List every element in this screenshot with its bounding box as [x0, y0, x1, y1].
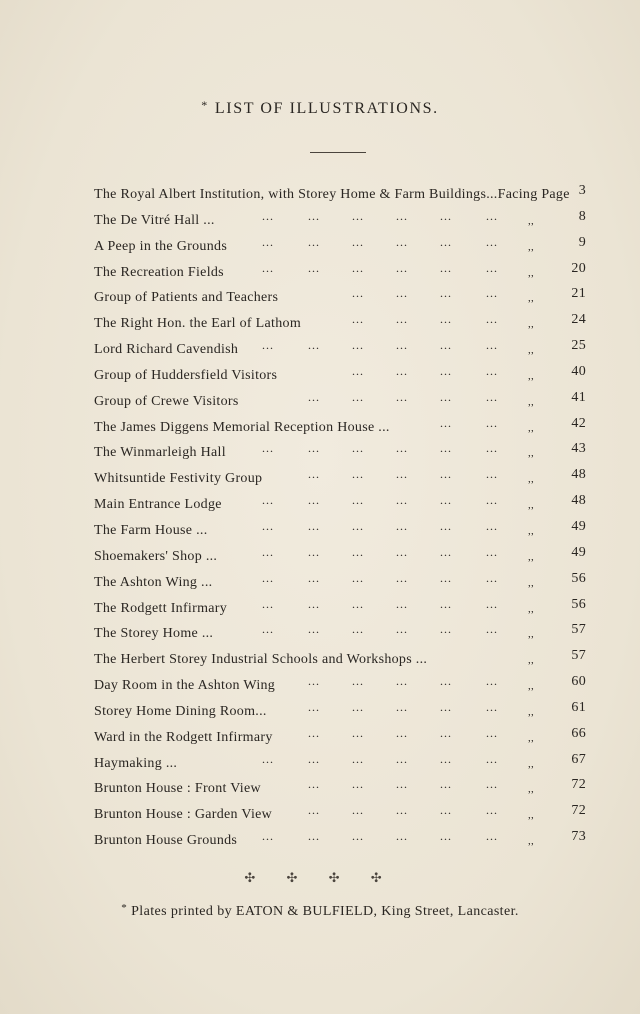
- leader-dots: ...: [486, 518, 498, 533]
- leader-dots: ...: [262, 570, 274, 585]
- leader-dots: ...: [396, 803, 408, 818]
- leader-dots: ...: [440, 234, 452, 249]
- leader-dots: ...: [396, 544, 408, 559]
- list-item: [94, 183, 594, 213]
- leader-dots: ...: [308, 518, 320, 533]
- list-item: [94, 803, 594, 833]
- leader-dots: ...: [352, 622, 364, 637]
- leader-dots: ...: [352, 725, 364, 740]
- leader-dots: ...: [308, 467, 320, 482]
- leader-dots: ...: [486, 286, 498, 301]
- list-item: [94, 389, 594, 420]
- leader-dots: ...: [486, 803, 498, 818]
- leader-dots: ...: [486, 699, 498, 714]
- page-number: 57: [571, 648, 586, 664]
- leader-dots: ...: [486, 596, 498, 611]
- leader-dots: ...: [486, 493, 498, 508]
- leader-dots: ...: [262, 622, 274, 637]
- leader-dots: ...: [440, 699, 452, 714]
- illustration-title: The Winmarleigh Hall: [94, 445, 226, 461]
- leader-dots: ...: [486, 415, 498, 430]
- page-number: 49: [571, 544, 586, 560]
- leader-dots: ...: [262, 751, 274, 766]
- illustration-title: The De Vitré Hall ...: [94, 212, 215, 228]
- page-number: 72: [571, 803, 586, 819]
- leader-dots: ...: [262, 260, 274, 275]
- page-number: 72: [571, 777, 586, 793]
- ditto-mark: ,,: [528, 214, 535, 227]
- leader-dots: ...: [396, 389, 408, 404]
- leader-dots: ...: [308, 441, 320, 456]
- page-number: 57: [571, 622, 586, 638]
- leader-dots: ...: [352, 312, 364, 327]
- footnote-asterisk: *: [121, 902, 128, 914]
- leader-dots: ...: [440, 467, 452, 482]
- list-item: [94, 674, 594, 704]
- leader-dots: ...: [396, 725, 408, 740]
- illustration-title: A Peep in the Grounds: [94, 238, 228, 254]
- leader-dots: ...: [308, 493, 320, 508]
- illustration-title: Day Room in the Ashton Wing: [94, 678, 276, 694]
- leader-dots: ...: [352, 518, 364, 533]
- title-rule: [310, 152, 366, 153]
- leader-dots: ...: [440, 338, 452, 353]
- ditto-mark: ,,: [528, 602, 535, 615]
- leader-dots: ...: [352, 234, 364, 249]
- leader-dots: ...: [308, 777, 320, 792]
- leader-dots: ...: [486, 260, 498, 275]
- leader-dots: ...: [440, 622, 452, 637]
- list-item: [94, 544, 594, 575]
- ditto-mark: ,,: [528, 809, 535, 822]
- page-number: 21: [571, 286, 586, 302]
- illustration-title: The Herbert Storey Industrial Schools and Workshops ...: [94, 652, 428, 668]
- leader-dots: ...: [440, 493, 452, 508]
- page-number: 20: [571, 260, 586, 276]
- list-item: [94, 829, 594, 859]
- leader-dots: ...: [486, 777, 498, 792]
- leader-dots: ...: [440, 286, 452, 301]
- leader-dots: ...: [396, 777, 408, 792]
- leader-dots: ...: [486, 570, 498, 585]
- illustration-title: The Farm House ...: [94, 522, 208, 538]
- leader-dots: ...: [486, 389, 498, 404]
- leader-dots: ...: [352, 260, 364, 275]
- leader-dots: ...: [396, 208, 408, 223]
- ditto-mark: ,,: [528, 266, 535, 279]
- list-item: [94, 234, 594, 265]
- title-asterisk: *: [201, 98, 209, 112]
- leader-dots: ...: [486, 441, 498, 456]
- leader-dots: ...: [352, 208, 364, 223]
- list-item: [94, 699, 594, 730]
- illustration-title: The James Diggens Memorial Reception House ...: [94, 419, 390, 435]
- leader-dots: ...: [440, 570, 452, 585]
- page-number: 56: [571, 570, 586, 586]
- leader-dots: ...: [396, 260, 408, 275]
- leader-dots: ...: [308, 389, 320, 404]
- page-number: 8: [578, 208, 586, 224]
- footnote-text: Plates printed by EATON & BULFIELD, King Street, Lancaster.: [131, 904, 519, 919]
- ditto-mark: ,,: [528, 628, 535, 641]
- ornament-divider: ✣ ✣ ✣ ✣: [244, 870, 396, 885]
- list-item: [94, 648, 594, 678]
- leader-dots: ...: [396, 493, 408, 508]
- leader-dots: ...: [262, 208, 274, 223]
- leader-dots: ...: [352, 674, 364, 689]
- leader-dots: ...: [352, 699, 364, 714]
- ditto-mark: ,,: [528, 835, 535, 848]
- ditto-mark: ,,: [528, 524, 535, 537]
- ditto-mark: ,,: [528, 757, 535, 770]
- ditto-mark: ,,: [528, 473, 535, 486]
- leader-dots: ...: [440, 751, 452, 766]
- ditto-mark: ,,: [528, 318, 535, 331]
- leader-dots: ...: [352, 829, 364, 844]
- leader-dots: ...: [396, 829, 408, 844]
- ditto-mark: ,,: [528, 240, 535, 253]
- leader-dots: ...: [396, 441, 408, 456]
- leader-dots: ...: [262, 338, 274, 353]
- leader-dots: ...: [486, 234, 498, 249]
- leader-dots: ...: [352, 286, 364, 301]
- list-item: [94, 338, 594, 368]
- leader-dots: ...: [262, 596, 274, 611]
- leader-dots: ...: [352, 544, 364, 559]
- list-item: [94, 570, 594, 601]
- leader-dots: ...: [352, 493, 364, 508]
- leader-dots: ...: [308, 338, 320, 353]
- leader-dots: ...: [352, 389, 364, 404]
- leader-dots: ...: [486, 674, 498, 689]
- illustration-title: Main Entrance Lodge: [94, 497, 222, 513]
- leader-dots: ...: [440, 415, 452, 430]
- page-number: 9: [578, 234, 586, 250]
- list-item: [94, 751, 594, 782]
- ditto-mark: ,,: [528, 576, 535, 589]
- ditto-mark: ,,: [528, 783, 535, 796]
- printer-footnote: [0, 902, 640, 920]
- ditto-mark: ,,: [528, 731, 535, 744]
- leader-dots: ...: [308, 208, 320, 223]
- leader-dots: ...: [396, 751, 408, 766]
- leader-dots: ...: [440, 312, 452, 327]
- illustration-title: Storey Home Dining Room...: [94, 703, 267, 719]
- leader-dots: ...: [396, 363, 408, 378]
- list-item: [94, 622, 594, 652]
- page-number: 73: [571, 829, 586, 845]
- illustration-title: Group of Crewe Visitors: [94, 393, 239, 409]
- leader-dots: ...: [308, 570, 320, 585]
- list-item: [94, 777, 594, 807]
- leader-dots: ...: [486, 467, 498, 482]
- leader-dots: ...: [262, 829, 274, 844]
- illustration-title: Haymaking ...: [94, 755, 178, 771]
- leader-dots: ...: [486, 312, 498, 327]
- leader-dots: ...: [308, 596, 320, 611]
- leader-dots: ...: [262, 493, 274, 508]
- leader-dots: ...: [440, 208, 452, 223]
- list-item: [94, 312, 594, 342]
- leader-dots: ...: [440, 777, 452, 792]
- list-item: [94, 286, 594, 316]
- leader-dots: ...: [486, 829, 498, 844]
- illustration-title: Shoemakers' Shop ...: [94, 548, 218, 564]
- leader-dots: ...: [486, 208, 498, 223]
- page-number: 43: [571, 441, 586, 457]
- title-text: LIST OF ILLUSTRATIONS.: [214, 100, 439, 117]
- leader-dots: ...: [396, 570, 408, 585]
- ditto-mark: ,,: [528, 499, 535, 512]
- leader-dots: ...: [352, 596, 364, 611]
- leader-dots: ...: [352, 803, 364, 818]
- leader-dots: ...: [308, 829, 320, 844]
- page-number: 40: [571, 363, 586, 379]
- list-item: [94, 441, 594, 471]
- ditto-mark: ,,: [528, 395, 535, 408]
- list-item: [94, 415, 594, 446]
- list-item: [94, 725, 594, 756]
- leader-dots: ...: [440, 389, 452, 404]
- illustration-title: Group of Patients and Teachers: [94, 290, 279, 306]
- ditto-mark: ,,: [528, 292, 535, 305]
- illustration-title: Brunton House : Front View: [94, 781, 261, 797]
- leader-dots: ...: [308, 699, 320, 714]
- leader-dots: ...: [308, 725, 320, 740]
- ditto-mark: ,,: [528, 421, 535, 434]
- leader-dots: ...: [440, 441, 452, 456]
- list-item: [94, 596, 594, 627]
- ditto-mark: ,,: [528, 654, 535, 667]
- ditto-mark: ,,: [528, 680, 535, 693]
- page-number: 24: [571, 312, 586, 328]
- leader-dots: ...: [440, 674, 452, 689]
- page-number: 60: [571, 674, 586, 690]
- ditto-mark: ,,: [528, 705, 535, 718]
- leader-dots: ...: [486, 338, 498, 353]
- illustration-title: The Storey Home ...: [94, 626, 214, 642]
- leader-dots: ...: [396, 312, 408, 327]
- leader-dots: ...: [262, 518, 274, 533]
- page-number: 66: [571, 725, 586, 741]
- illustration-title: Ward in the Rodgett Infirmary: [94, 729, 273, 745]
- leader-dots: ...: [440, 544, 452, 559]
- illustration-title: The Royal Albert Institution, with Storey Home & Farm Buildings...Facing Page: [94, 187, 570, 202]
- illustration-title: The Ashton Wing ...: [94, 574, 213, 590]
- leader-dots: ...: [352, 751, 364, 766]
- illustration-title: Whitsuntide Festivity Group: [94, 471, 263, 487]
- page-number: 25: [571, 338, 586, 354]
- leader-dots: ...: [308, 260, 320, 275]
- leader-dots: ...: [486, 622, 498, 637]
- leader-dots: ...: [396, 467, 408, 482]
- ditto-mark: ,,: [528, 550, 535, 563]
- leader-dots: ...: [440, 725, 452, 740]
- leader-dots: ...: [352, 338, 364, 353]
- ditto-mark: ,,: [528, 369, 535, 382]
- list-item: [94, 518, 594, 549]
- leader-dots: ...: [396, 674, 408, 689]
- list-item: [94, 493, 594, 523]
- leader-dots: ...: [308, 751, 320, 766]
- ditto-mark: ,,: [528, 447, 535, 460]
- leader-dots: ...: [352, 441, 364, 456]
- leader-dots: ...: [308, 622, 320, 637]
- leader-dots: ...: [308, 803, 320, 818]
- leader-dots: ...: [396, 338, 408, 353]
- leader-dots: ...: [396, 622, 408, 637]
- page-number: 56: [571, 596, 586, 612]
- illustration-title: Lord Richard Cavendish: [94, 342, 239, 358]
- leader-dots: ...: [396, 596, 408, 611]
- page-number: 3: [578, 183, 586, 198]
- leader-dots: ...: [352, 467, 364, 482]
- leader-dots: ...: [440, 363, 452, 378]
- list-item: [94, 363, 594, 394]
- page-number: 67: [571, 751, 586, 767]
- page-number: 41: [571, 389, 586, 405]
- leader-dots: ...: [486, 725, 498, 740]
- illustration-title: Brunton House Grounds: [94, 833, 238, 849]
- leader-dots: ...: [308, 544, 320, 559]
- leader-dots: ...: [308, 674, 320, 689]
- leader-dots: ...: [308, 234, 320, 249]
- illustration-title: The Right Hon. the Earl of Lathom: [94, 316, 302, 332]
- illustration-title: Group of Huddersfield Visitors: [94, 367, 278, 383]
- leader-dots: ...: [440, 260, 452, 275]
- page-number: 48: [571, 493, 586, 509]
- leader-dots: ...: [440, 803, 452, 818]
- leader-dots: ...: [486, 544, 498, 559]
- leader-dots: ...: [352, 363, 364, 378]
- leader-dots: ...: [440, 518, 452, 533]
- leader-dots: ...: [396, 286, 408, 301]
- illustration-title: The Rodgett Infirmary: [94, 600, 228, 616]
- illustration-title: The Recreation Fields: [94, 264, 224, 280]
- page-title: [0, 98, 640, 118]
- leader-dots: ...: [396, 518, 408, 533]
- page-number: 61: [571, 699, 586, 715]
- page-number: 49: [571, 518, 586, 534]
- leader-dots: ...: [262, 544, 274, 559]
- leader-dots: ...: [262, 441, 274, 456]
- page-number: 42: [571, 415, 586, 431]
- leader-dots: ...: [440, 596, 452, 611]
- leader-dots: ...: [352, 777, 364, 792]
- page-number: 48: [571, 467, 586, 483]
- ditto-mark: ,,: [528, 344, 535, 357]
- illustrations-list: [94, 183, 594, 859]
- leader-dots: ...: [486, 751, 498, 766]
- leader-dots: ...: [396, 699, 408, 714]
- list-item: [94, 467, 594, 497]
- list-item: [94, 260, 594, 291]
- leader-dots: ...: [486, 363, 498, 378]
- leader-dots: ...: [396, 234, 408, 249]
- leader-dots: ...: [352, 570, 364, 585]
- illustration-title: Brunton House : Garden View: [94, 807, 273, 823]
- list-item: [94, 208, 594, 239]
- leader-dots: ...: [440, 829, 452, 844]
- leader-dots: ...: [262, 234, 274, 249]
